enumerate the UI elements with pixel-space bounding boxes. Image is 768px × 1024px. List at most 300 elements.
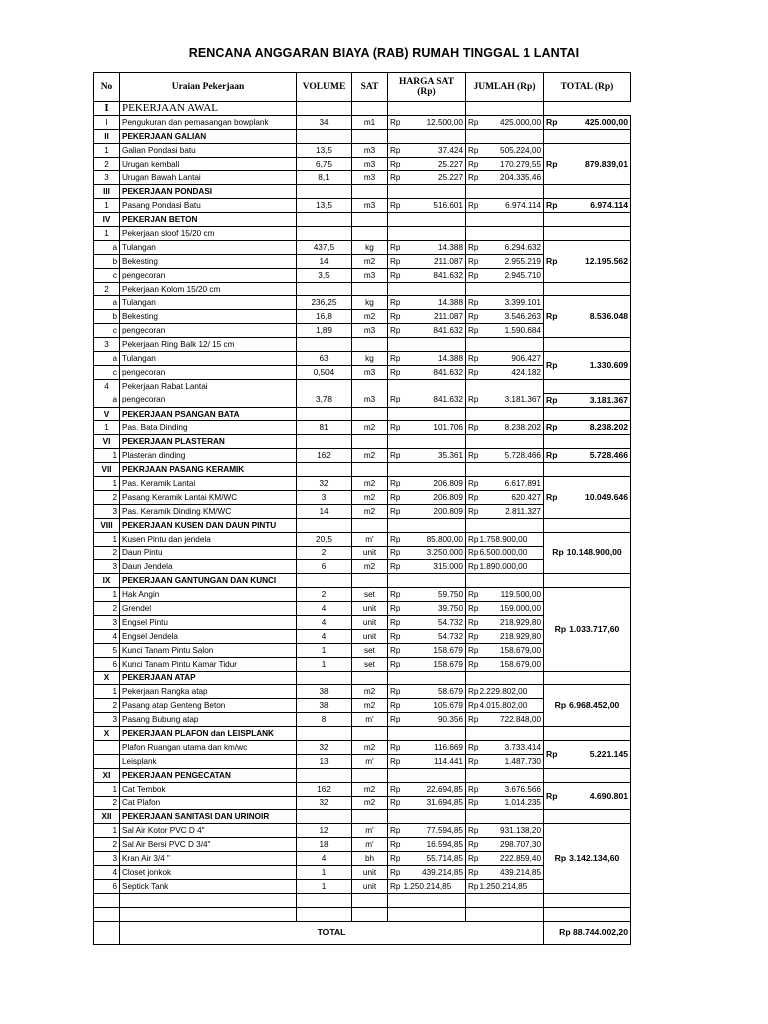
row-sat: set <box>352 643 388 657</box>
row-sat: m3 <box>352 393 388 407</box>
total-value: 6.968.452,00 <box>569 700 620 711</box>
jumlah-currency: Rp <box>468 854 479 864</box>
harga-value: 841.632 <box>433 395 463 405</box>
row-harga <box>388 254 466 268</box>
row-volume: 162 <box>297 449 352 463</box>
row-jumlah <box>466 852 544 866</box>
row-jumlah <box>466 602 544 616</box>
jumlah-value: 3.546.263 <box>504 312 541 322</box>
jumlah-currency: Rp <box>468 826 479 836</box>
row-sat: unit <box>352 546 388 560</box>
jumlah-value: 3.676.566 <box>504 784 541 794</box>
harga-value: 54.732 <box>437 631 463 641</box>
row-sat: m3 <box>352 324 388 338</box>
row-uraian: PEKERJAAN AWAL <box>120 102 297 116</box>
row-harga <box>388 421 466 435</box>
row-sat: m2 <box>352 560 388 574</box>
harga-currency: Rp <box>390 784 401 794</box>
row-no: XI <box>94 768 120 782</box>
row-harga <box>388 546 466 560</box>
total-value: 1.033.717,60 <box>569 623 620 634</box>
header-harga-line1: HARGA SAT <box>399 77 454 87</box>
group-total-cell <box>544 449 631 463</box>
jumlah-value: 298.707,30 <box>500 840 541 850</box>
row-jumlah <box>466 254 544 268</box>
row-uraian: Pasang Keramik Lantai KM/WC <box>120 490 297 504</box>
row-uraian: Hak Angin <box>120 588 297 602</box>
row-no: a <box>94 296 120 310</box>
row-volume: 4 <box>297 602 352 616</box>
row-sat: m2 <box>352 477 388 491</box>
row-uraian: Closet jonkok <box>120 865 297 879</box>
row-sat: unit <box>352 865 388 879</box>
jumlah-currency: Rp <box>468 784 479 794</box>
row-uraian: Plasteran dinding <box>120 449 297 463</box>
row-jumlah <box>466 824 544 838</box>
row-no: 6 <box>94 879 120 893</box>
harga-value: 211.087 <box>434 256 463 266</box>
jumlah-currency: Rp <box>468 881 479 891</box>
row-uraian: Engsel Pintu <box>120 615 297 629</box>
harga-currency: Rp <box>390 604 401 613</box>
table-row <box>94 393 631 407</box>
row-sat: m2 <box>352 254 388 268</box>
row-harga <box>388 407 466 421</box>
harga-currency: Rp <box>390 298 401 308</box>
row-volume: 1 <box>297 643 352 657</box>
row-harga <box>388 588 466 602</box>
rab-table <box>93 72 631 945</box>
grand-total-value: 88.744.002,20 <box>573 927 628 938</box>
jumlah-currency: Rp <box>468 798 479 808</box>
row-sat <box>352 907 388 921</box>
total-value: 3.181.367 <box>589 394 628 405</box>
row-jumlah <box>466 699 544 713</box>
row-sat: m' <box>352 838 388 852</box>
harga-currency: Rp <box>390 478 401 488</box>
harga-value: 200.809 <box>433 506 463 516</box>
row-sat <box>352 282 388 296</box>
row-volume: 1 <box>297 879 352 893</box>
table-row <box>94 588 631 602</box>
harga-value: 22.694,85 <box>426 784 463 794</box>
harga-value: 85.800,00 <box>426 534 463 544</box>
row-no: 6 <box>94 657 120 671</box>
row-volume: 8 <box>297 713 352 727</box>
row-jumlah <box>466 282 544 296</box>
row-volume <box>297 463 352 477</box>
harga-value: 158.679 <box>433 659 463 669</box>
harga-value: 59.750 <box>437 590 463 600</box>
row-no: 2 <box>94 796 120 810</box>
row-uraian: pengecoran <box>120 324 297 338</box>
row-no: I <box>94 102 120 116</box>
total-value: 4.690.801 <box>589 790 628 801</box>
row-uraian: Pasang Bubung atap <box>120 713 297 727</box>
row-volume: 20,5 <box>297 532 352 546</box>
table-row <box>94 477 631 491</box>
row-uraian: Kusen Pintu dan jendela <box>120 532 297 546</box>
row-harga <box>388 768 466 782</box>
harga-currency: Rp <box>390 506 401 516</box>
row-harga <box>388 713 466 727</box>
row-uraian: Kunci Tanam Pintu Salon <box>120 643 297 657</box>
row-no: XII <box>94 810 120 824</box>
row-jumlah <box>466 560 544 574</box>
row-jumlah <box>466 907 544 921</box>
row-no: 1 <box>94 477 120 491</box>
group-total-cell <box>544 740 631 768</box>
row-no: 4 <box>94 629 120 643</box>
row-harga <box>388 310 466 324</box>
jumlah-value: 1.487.730 <box>504 756 541 766</box>
row-harga <box>388 560 466 574</box>
harga-currency: Rp <box>390 798 401 808</box>
table-row <box>94 240 631 254</box>
row-harga <box>388 629 466 643</box>
harga-value: 206.809 <box>433 492 463 502</box>
jumlah-value: 4.015.802,00 <box>479 701 528 711</box>
harga-value: 37.424 <box>437 145 463 155</box>
total-value: 8.238.202 <box>589 422 628 433</box>
row-volume <box>297 213 352 227</box>
row-volume: 1,89 <box>297 324 352 338</box>
row-jumlah <box>466 713 544 727</box>
row-jumlah <box>466 518 544 532</box>
row-no: 1 <box>94 685 120 699</box>
harga-currency: Rp <box>390 534 401 544</box>
table-row <box>94 379 631 393</box>
jumlah-currency: Rp <box>468 145 479 155</box>
group-total-cell <box>544 782 631 810</box>
jumlah-value: 906.427 <box>511 353 541 363</box>
row-jumlah <box>466 379 544 393</box>
group-total-cell <box>544 379 631 393</box>
row-no: III <box>94 185 120 199</box>
row-no: 4 <box>94 379 120 393</box>
row-harga <box>388 379 466 393</box>
harga-value: 14.388 <box>437 242 463 252</box>
row-volume: 34 <box>297 115 352 129</box>
row-volume: 63 <box>297 352 352 366</box>
row-uraian: Engsel Jendela <box>120 629 297 643</box>
harga-currency: Rp <box>390 715 401 725</box>
row-harga <box>388 129 466 143</box>
row-sat <box>352 671 388 685</box>
row-uraian: PEKRJAAN PASANG KERAMIK <box>120 463 297 477</box>
row-jumlah <box>466 629 544 643</box>
row-harga <box>388 504 466 518</box>
harga-currency: Rp <box>390 270 401 280</box>
total-currency: Rp <box>546 450 558 461</box>
harga-value: 14.388 <box>437 353 463 363</box>
row-no: 1 <box>94 824 120 838</box>
jumlah-currency: Rp <box>468 478 479 488</box>
row-jumlah <box>466 463 544 477</box>
row-harga <box>388 185 466 199</box>
row-jumlah <box>466 213 544 227</box>
harga-value: 35.361 <box>437 451 463 461</box>
row-jumlah <box>466 838 544 852</box>
row-harga <box>388 657 466 671</box>
table-row <box>94 782 631 796</box>
row-harga <box>388 907 466 921</box>
row-no: 3 <box>94 504 120 518</box>
table-row <box>94 227 631 241</box>
row-volume: 81 <box>297 421 352 435</box>
total-currency: Rp <box>546 491 558 502</box>
section-row <box>94 129 631 143</box>
row-volume: 4 <box>297 629 352 643</box>
header-sat: SAT <box>352 73 388 102</box>
table-row <box>94 296 631 310</box>
group-total-cell <box>544 282 631 296</box>
row-harga <box>388 227 466 241</box>
total-currency: Rp <box>554 623 567 634</box>
row-uraian: Kran Air 3/4 " <box>120 852 297 866</box>
row-jumlah <box>466 657 544 671</box>
jumlah-value: 6.617.891 <box>504 478 541 488</box>
jumlah-currency: Rp <box>468 742 479 752</box>
row-no: c <box>94 365 120 379</box>
row-volume <box>297 435 352 449</box>
section-row <box>94 435 631 449</box>
row-sat <box>352 102 388 116</box>
harga-currency: Rp <box>390 173 401 183</box>
row-jumlah <box>466 268 544 282</box>
harga-currency: Rp <box>390 881 401 891</box>
total-value: 425.000,00 <box>584 116 628 127</box>
row-no: 1 <box>94 782 120 796</box>
harga-value: 16.594,85 <box>426 840 463 850</box>
row-harga <box>388 213 466 227</box>
harga-value: 841.632 <box>433 326 463 336</box>
row-jumlah <box>466 504 544 518</box>
row-jumlah <box>466 782 544 796</box>
row-jumlah <box>466 157 544 171</box>
group-total-cell <box>544 768 631 782</box>
row-harga <box>388 365 466 379</box>
row-volume: 13 <box>297 754 352 768</box>
harga-currency: Rp <box>390 548 401 558</box>
section-row <box>94 574 631 588</box>
harga-value: 439.214,85 <box>422 867 463 877</box>
row-uraian: PEKERJAAN PLASTERAN <box>120 435 297 449</box>
row-volume: 437,5 <box>297 240 352 254</box>
row-jumlah <box>466 796 544 810</box>
row-no: 2 <box>94 546 120 560</box>
header-jumlah: JUMLAH (Rp) <box>466 73 544 102</box>
jumlah-currency: Rp <box>468 451 479 461</box>
total-value: 10.049.646 <box>584 491 628 502</box>
row-sat: m2 <box>352 421 388 435</box>
total-currency: Rp <box>546 311 558 322</box>
jumlah-value: 1.590.684 <box>504 326 541 336</box>
total-value: 6.974.114 <box>590 200 628 211</box>
row-jumlah <box>466 102 544 116</box>
row-uraian: PEKERJAAN KUSEN DAN DAUN PINTU <box>120 518 297 532</box>
jumlah-value: 1.758.900,00 <box>479 534 528 544</box>
jumlah-value: 3.733.414 <box>504 742 541 752</box>
jumlah-value: 204.335,46 <box>500 173 541 183</box>
row-no: X <box>94 727 120 741</box>
jumlah-value: 424.182 <box>511 367 541 377</box>
section-row <box>94 407 631 421</box>
row-jumlah <box>466 185 544 199</box>
total-value: 1.330.609 <box>589 359 628 370</box>
row-no: 1 <box>94 421 120 435</box>
row-harga <box>388 643 466 657</box>
jumlah-value: 218.929,80 <box>500 617 541 627</box>
harga-value: 516.601 <box>433 201 463 211</box>
row-volume: 4 <box>297 615 352 629</box>
group-total-cell <box>544 824 631 893</box>
harga-value: 39.750 <box>437 604 463 613</box>
group-total-cell <box>544 435 631 449</box>
group-total-cell <box>544 199 631 213</box>
row-sat <box>352 810 388 824</box>
jumlah-currency: Rp <box>468 631 479 641</box>
harga-value: 55.714,85 <box>426 854 463 864</box>
row-volume: 32 <box>297 796 352 810</box>
jumlah-currency: Rp <box>468 659 479 669</box>
row-harga <box>388 615 466 629</box>
table-row <box>94 143 631 157</box>
harga-currency: Rp <box>390 701 401 711</box>
row-volume <box>297 810 352 824</box>
row-no: 3 <box>94 615 120 629</box>
row-sat: m3 <box>352 268 388 282</box>
row-harga <box>388 115 466 129</box>
row-harga <box>388 463 466 477</box>
row-no: a <box>94 240 120 254</box>
row-harga <box>388 296 466 310</box>
jumlah-value: 119.500,00 <box>500 590 541 600</box>
group-total-cell <box>544 810 631 824</box>
row-jumlah <box>466 671 544 685</box>
row-jumlah <box>466 352 544 366</box>
row-volume <box>297 574 352 588</box>
row-harga <box>388 727 466 741</box>
harga-currency: Rp <box>390 117 401 127</box>
harga-value: 3.250.000 <box>426 548 463 558</box>
row-sat: m3 <box>352 199 388 213</box>
row-uraian: Tulangan <box>120 296 297 310</box>
row-uraian: Bekesting <box>120 254 297 268</box>
group-total-cell <box>544 727 631 741</box>
row-sat: kg <box>352 352 388 366</box>
total-value: 3.142.134,60 <box>569 853 620 864</box>
row-sat: m1 <box>352 115 388 129</box>
jumlah-value: 170.279,55 <box>500 159 541 169</box>
jumlah-currency: Rp <box>468 840 479 850</box>
row-no: 1 <box>94 199 120 213</box>
row-harga <box>388 435 466 449</box>
total-currency: Rp <box>546 394 558 405</box>
row-harga <box>388 740 466 754</box>
row-no <box>94 893 120 907</box>
row-harga <box>388 852 466 866</box>
row-volume: 38 <box>297 685 352 699</box>
row-uraian: Pengukuran dan pemasangan bowplank <box>120 115 297 129</box>
jumlah-value: 620.427 <box>511 492 541 502</box>
jumlah-value: 6.294.632 <box>504 242 541 252</box>
harga-currency: Rp <box>390 590 401 600</box>
row-no <box>94 754 120 768</box>
harga-currency: Rp <box>390 826 401 836</box>
group-total-cell <box>544 338 631 352</box>
total-currency: Rp <box>546 116 558 127</box>
harga-value: 101.706 <box>433 423 463 433</box>
row-uraian: Pasang Pondasi Batu <box>120 199 297 213</box>
row-harga <box>388 157 466 171</box>
harga-currency: Rp <box>390 687 401 697</box>
jumlah-value: 439.214,85 <box>500 867 541 877</box>
jumlah-value: 505.224,00 <box>500 145 541 155</box>
row-uraian: Galian Pondasi batu <box>120 143 297 157</box>
total-value: 12.195.562 <box>584 255 628 266</box>
jumlah-currency: Rp <box>468 312 479 322</box>
harga-currency: Rp <box>390 840 401 850</box>
row-no: 3 <box>94 338 120 352</box>
total-currency: Rp <box>546 359 558 370</box>
header-total: TOTAL (Rp) <box>544 73 631 102</box>
row-no: 3 <box>94 171 120 185</box>
row-sat: m2 <box>352 782 388 796</box>
row-no: IX <box>94 574 120 588</box>
jumlah-currency: Rp <box>468 715 479 725</box>
header-harga <box>388 73 466 102</box>
row-volume <box>297 338 352 352</box>
row-sat <box>352 227 388 241</box>
row-no: 2 <box>94 490 120 504</box>
row-no: 3 <box>94 713 120 727</box>
row-volume: 6 <box>297 560 352 574</box>
total-value: 5.728.466 <box>589 450 628 461</box>
harga-currency: Rp <box>390 353 401 363</box>
jumlah-value: 158.679,00 <box>500 645 541 655</box>
harga-currency: Rp <box>390 756 401 766</box>
harga-currency: Rp <box>390 395 401 405</box>
jumlah-currency: Rp <box>468 242 479 252</box>
row-harga <box>388 685 466 699</box>
section-row <box>94 213 631 227</box>
row-no: VII <box>94 463 120 477</box>
jumlah-currency: Rp <box>468 256 479 266</box>
jumlah-value: 2.955.219 <box>504 256 541 266</box>
table-row <box>94 338 631 352</box>
row-harga <box>388 699 466 713</box>
section-row <box>94 185 631 199</box>
row-sat: m2 <box>352 310 388 324</box>
row-no <box>94 740 120 754</box>
row-uraian <box>120 907 297 921</box>
row-no: II <box>94 129 120 143</box>
jumlah-value: 2.229.802,00 <box>479 687 528 697</box>
jumlah-value: 3.181.367 <box>504 395 541 405</box>
row-uraian: Cat Plafon <box>120 796 297 810</box>
row-jumlah <box>466 296 544 310</box>
harga-value: 206.809 <box>433 478 463 488</box>
row-volume: 0,504 <box>297 365 352 379</box>
harga-value: 14.388 <box>437 298 463 308</box>
row-harga <box>388 352 466 366</box>
harga-currency: Rp <box>390 326 401 336</box>
row-jumlah <box>466 768 544 782</box>
group-total-cell <box>544 532 631 574</box>
header-uraian: Uraian Pekerjaan <box>120 73 297 102</box>
table-row <box>94 282 631 296</box>
